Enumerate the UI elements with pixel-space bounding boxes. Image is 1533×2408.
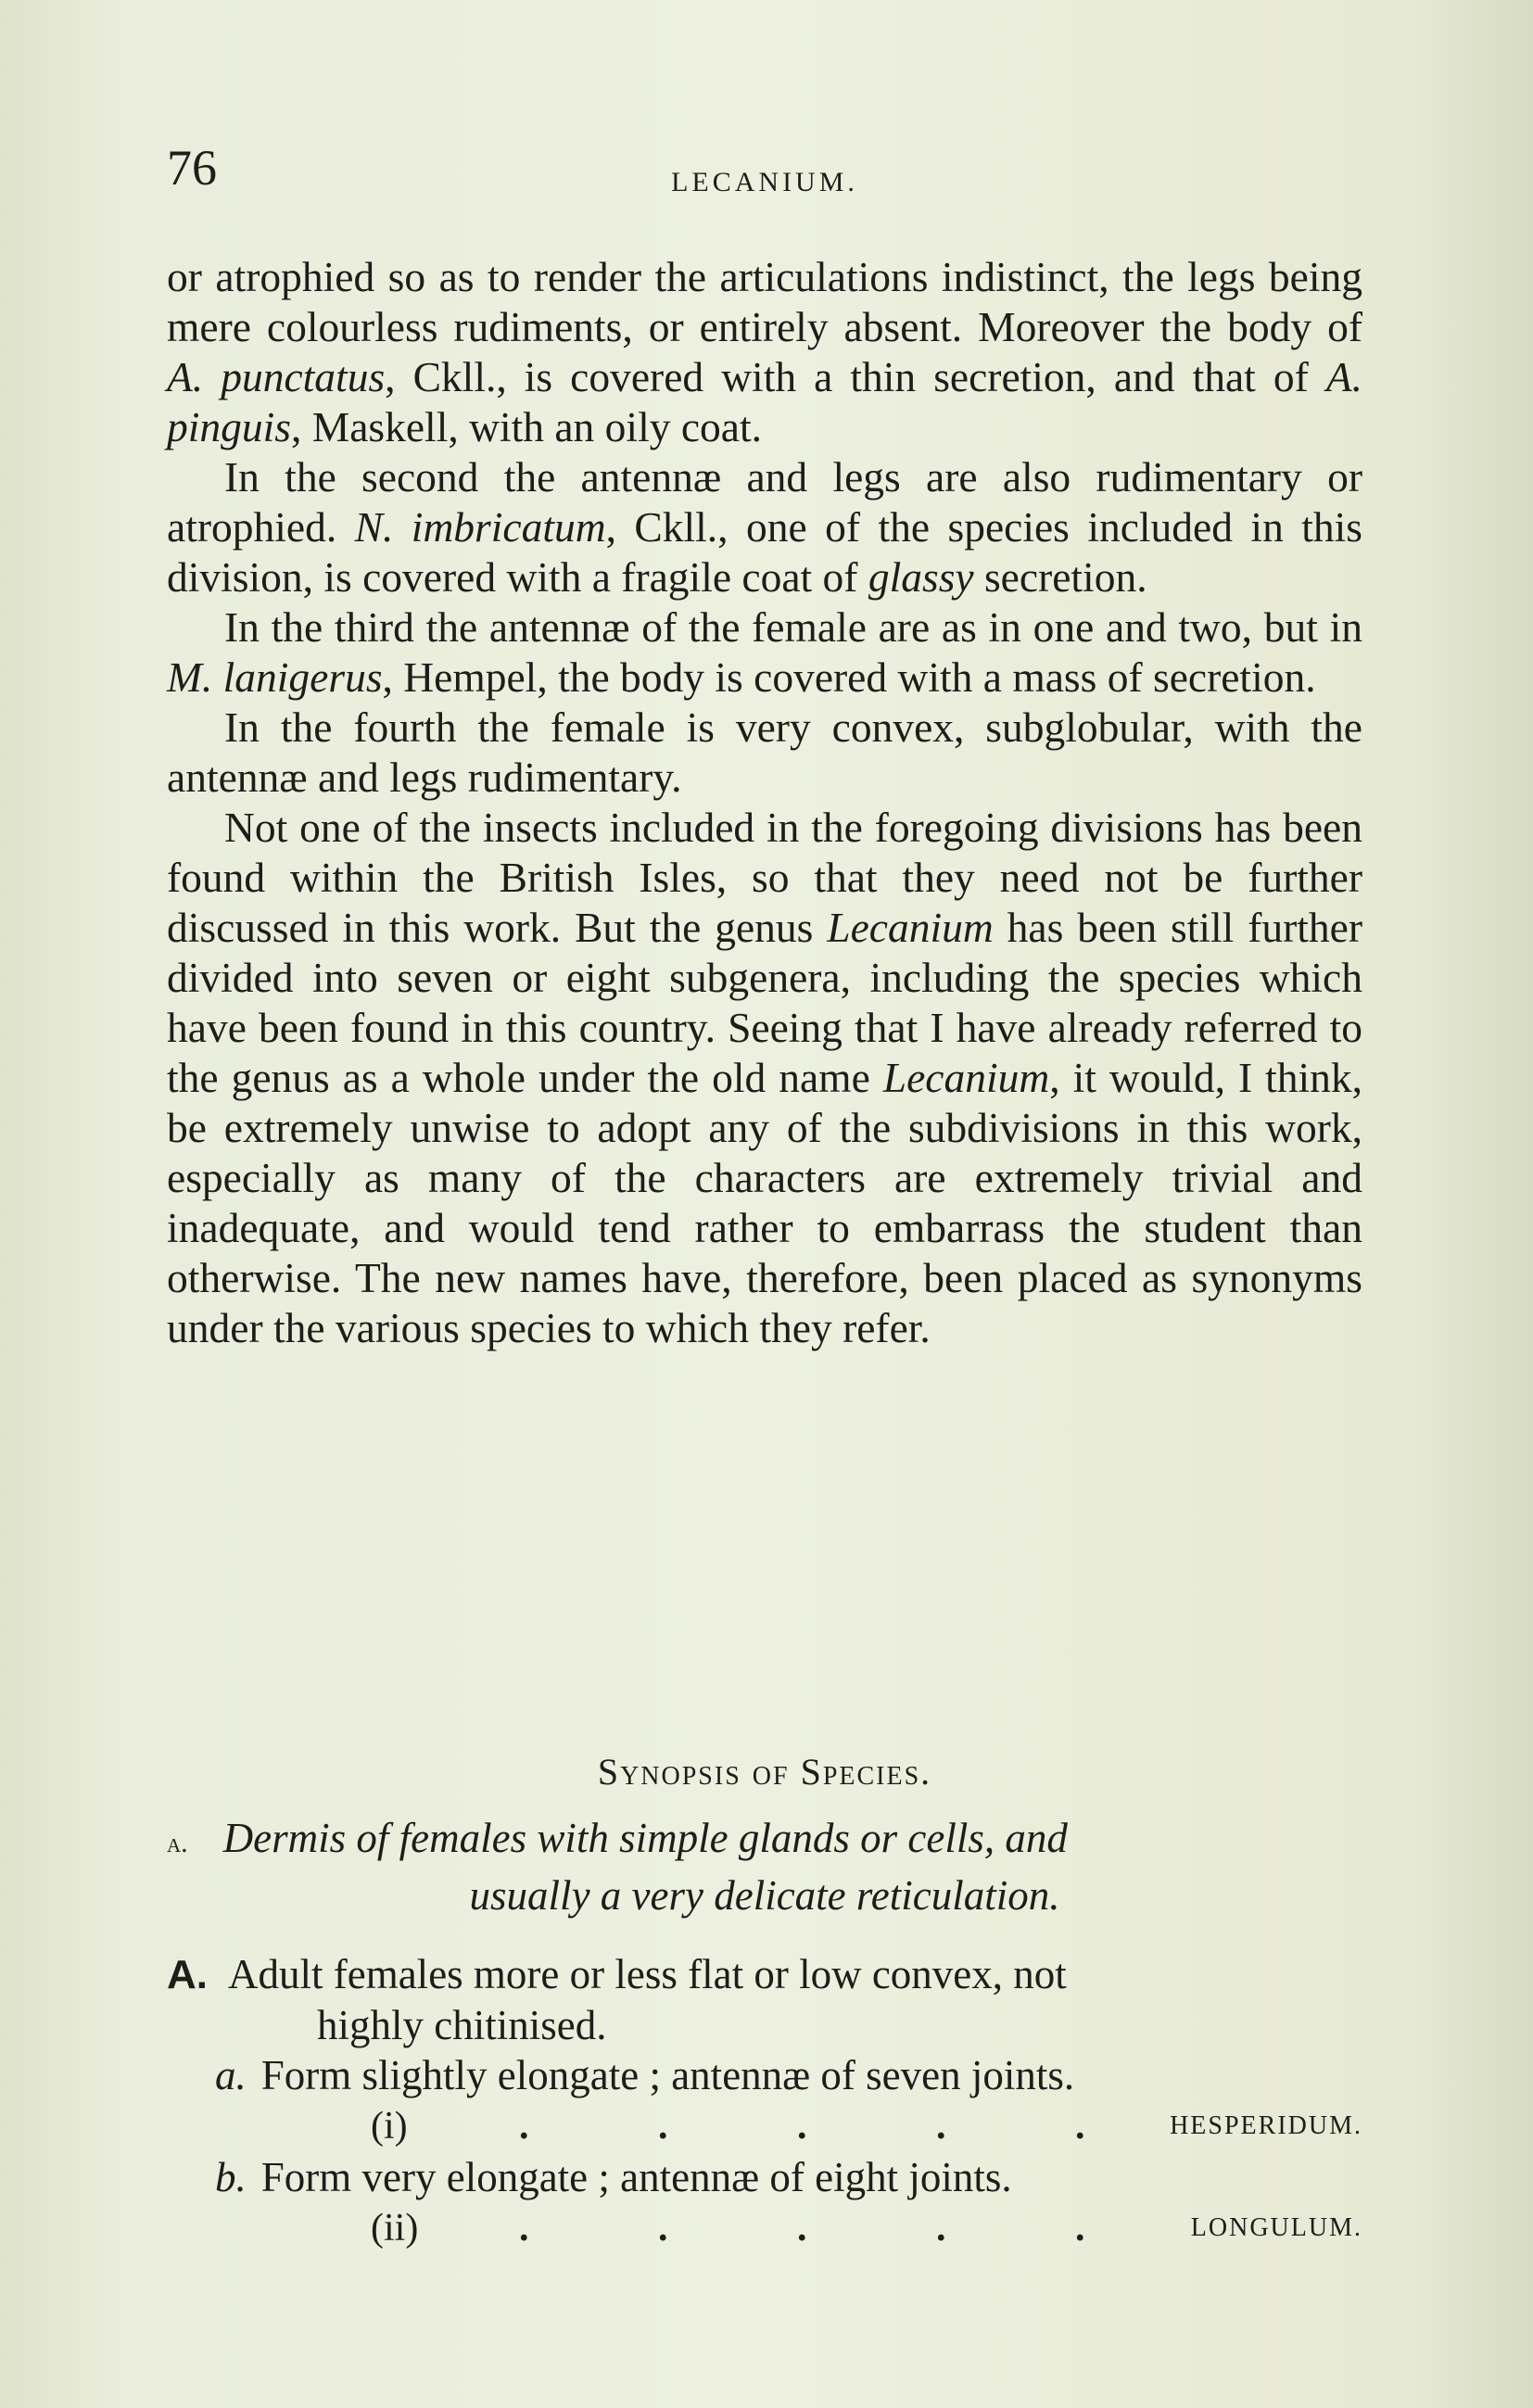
page-header bbox=[167, 139, 1362, 204]
division-a-mark: a. bbox=[167, 1828, 188, 1858]
subsection-a-text: Form slightly elongate ; antennæ of seven joints. bbox=[260, 2052, 1075, 2098]
subsection-b-text: Form very elongate ; antennæ of eight joints. bbox=[260, 2154, 1012, 2200]
section-A-line2: highly chitinised. bbox=[317, 2002, 607, 2048]
species-entry-2 bbox=[167, 2202, 1362, 2254]
synopsis-section bbox=[167, 1750, 1362, 2254]
section-A bbox=[167, 1949, 1362, 2050]
running-head: LECANIUM. bbox=[671, 167, 858, 197]
entry-2-species: LONGULUM. bbox=[1190, 2213, 1362, 2242]
entry-1-species: HESPERIDUM. bbox=[1170, 2111, 1362, 2140]
paragraph-2: In the second the antennæ and legs are also rudimentary or atrophied. N. imbricatum, Ckll., one of the species included in this division, is covered with a fragile coat of glassy secretion. bbox=[167, 453, 1362, 601]
subsection-b-mark: b. bbox=[215, 2154, 247, 2200]
synopsis-title: Synopsis of Species. bbox=[597, 1751, 932, 1793]
section-A-line1: Adult females more or less flat or low convex, not bbox=[228, 1951, 1067, 1997]
body-text bbox=[167, 252, 1362, 1353]
subsection-b bbox=[167, 2152, 1362, 2202]
paragraph-4: In the fourth the female is very convex, subglobular, with the antennæ and legs rudimentary. bbox=[167, 703, 1362, 801]
section-A-mark: A. bbox=[167, 1952, 208, 1997]
entry-1-number: (i) bbox=[371, 2105, 408, 2148]
species-entry-1 bbox=[167, 2100, 1362, 2152]
subsection-a-mark: a. bbox=[215, 2052, 247, 2098]
division-a-line1: Dermis of females with simple glands or cells, and bbox=[222, 1815, 1068, 1861]
entry-2-leader: . . . . . bbox=[519, 2207, 1085, 2250]
division-a-line2: usually a very delicate reticulation. bbox=[469, 1872, 1060, 1919]
page-number: 76 bbox=[167, 140, 217, 196]
paragraph-1: or atrophied so as to render the articulations indistinct, the legs being mere colourless rudiments, or entirely absent. Moreover the body of A. punctatus, Ckll., is covered with a thin secretion, and that of A. pinguis, Maskell, with an oily coat. bbox=[167, 253, 1362, 450]
entry-1-leader: . . . . . bbox=[519, 2105, 1085, 2148]
paragraph-5: Not one of the insects included in the foregoing divisions has been found within the British Isles, so that they need not be further discussed in this work. But the genus Lecanium has been still further divided into seven or eight subgenera, including the species which have been found in this country. Seeing that I have already referred to the genus as a whole under the old name Lecanium, it would, I think, be extremely unwise to adopt any of the subdivisions in this work, especially as many of the characters are extremely trivial and inadequate, and would tend rather to embarrass the student than otherwise. The new names have, therefore, been placed as synonyms under the various species to which they refer. bbox=[167, 804, 1363, 1351]
paragraph-3: In the third the antennæ of the female are as in one and two, but in M. lanigerus, Hempel, the body is covered with a mass of secretion. bbox=[167, 603, 1362, 701]
subsection-a bbox=[167, 2050, 1362, 2100]
entry-2-number: (ii) bbox=[371, 2207, 419, 2250]
division-a bbox=[167, 1812, 1362, 1921]
